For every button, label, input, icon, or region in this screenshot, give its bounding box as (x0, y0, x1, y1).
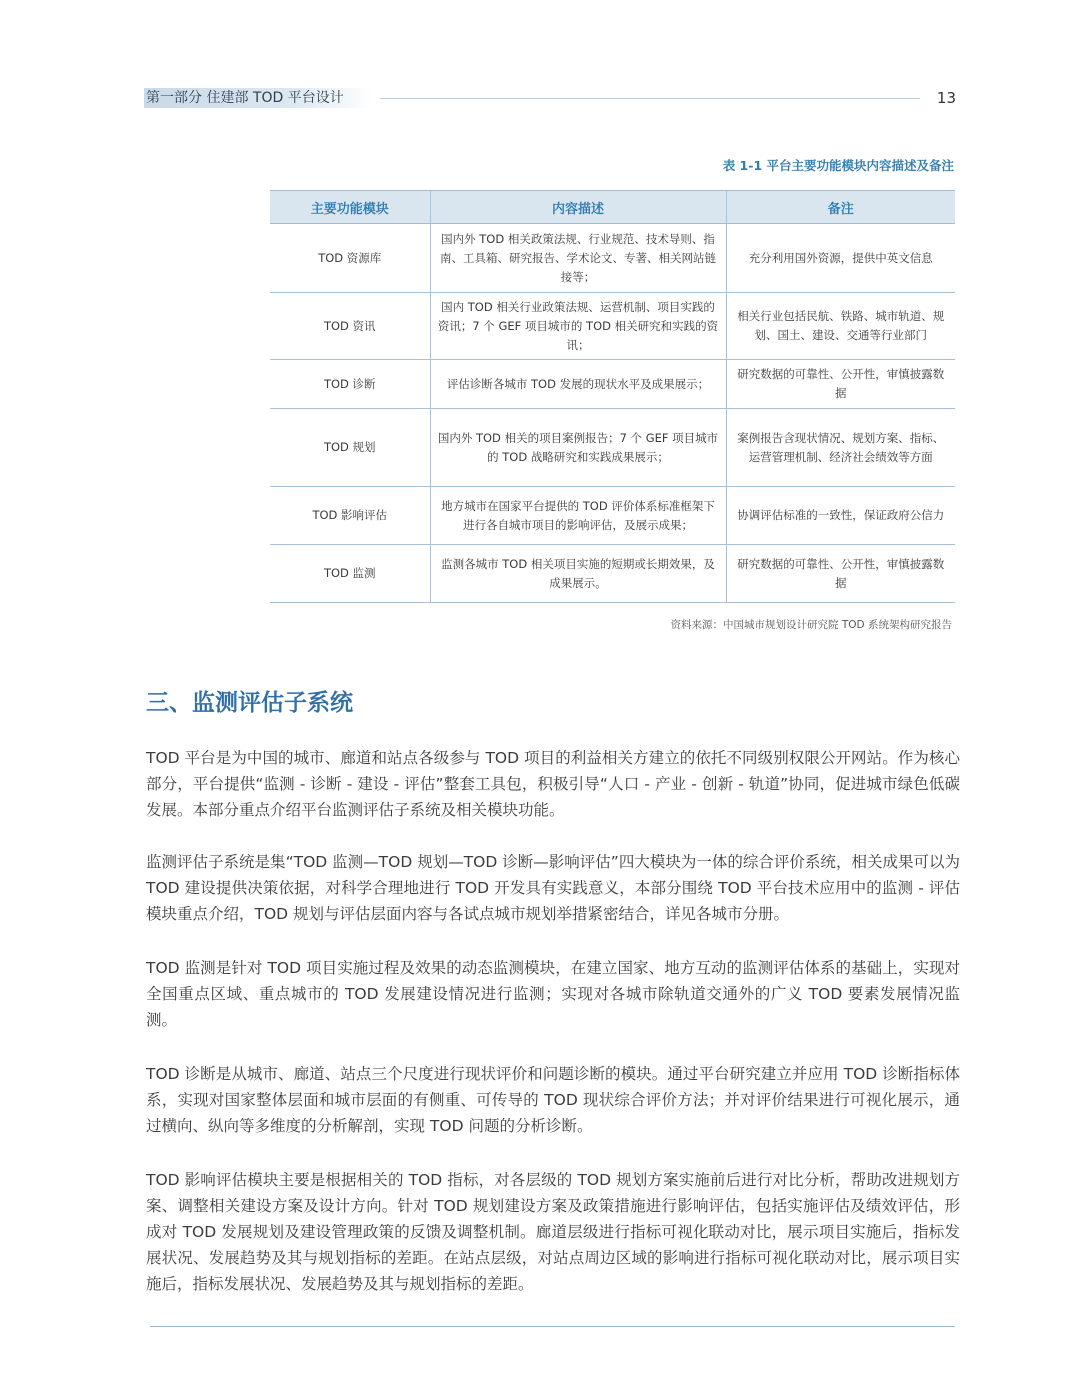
footer-divider (150, 1326, 955, 1327)
table-row (270, 224, 955, 293)
note-cell: 协调评估标准的一致性，保证政府公信力 (726, 487, 955, 545)
paragraph-text: TOD 平台是为中国的城市、廊道和站点各级参与 TOD 项目的利益相关方建立的依托不同级别权限公开网站。作为核心部分，平台提供“监测 - 诊断 - 建设 - 评估”整套工具包，积极引导“人口 - 产业 - 创新 - 轨道”协同，促进城市绿色低碳发展。本部分重点介绍平台监测评估子系统及相关模块功能。 (146, 749, 960, 819)
module-cell: TOD 规划 (270, 409, 430, 487)
paragraph-text: TOD 诊断是从城市、廊道、站点三个尺度进行现状评价和问题诊断的模块。通过平台研究建立并应用 TOD 诊断指标体系，实现对国家整体层面和城市层面的有侧重、可传导的 TOD 现状综合评价方法；并对评价结果进行可视化展示，通过横向、纵向等多维度的分析解剖，实现 TOD 问题的分析诊断。 (146, 1065, 960, 1135)
table-source-note: 资料来源：中国城市规划设计研究院 TOD 系统架构研究报告 (670, 619, 952, 631)
paragraph-text: TOD 监测是针对 TOD 项目实施过程及效果的动态监测模块，在建立国家、地方互动的监测评估体系的基础上，实现对全国重点区域、重点城市的 TOD 发展建设情况进行监测；实现对各城市除轨道交通外的广义 TOD 要素发展情况监测。 (146, 959, 960, 1029)
note-cell: 相关行业包括民航、铁路、城市轨道、规划、国土、建设、交通等行业部门 (726, 293, 955, 360)
description-cell: 评估诊断各城市 TOD 发展的现状水平及成果展示； (430, 360, 726, 409)
body-paragraph-diagnosis (146, 1061, 960, 1139)
module-cell: TOD 资讯 (270, 293, 430, 360)
table-caption: 表 1-1 平台主要功能模块内容描述及备注 (722, 158, 954, 173)
column-header-module: 主要功能模块 (270, 191, 430, 224)
table-row (270, 293, 955, 360)
description-cell: 监测各城市 TOD 相关项目实施的短期或长期效果，及成果展示。 (430, 545, 726, 603)
description-cell: 国内外 TOD 相关政策法规、行业规范、技术导则、指南、工具箱、研究报告、学术论文、专著、相关网站链接等； (430, 224, 726, 293)
header-divider (380, 98, 920, 99)
module-cell: TOD 资源库 (270, 224, 430, 293)
body-paragraph-monitoring (146, 955, 960, 1033)
paragraph-text: TOD 影响评估模块主要是根据相关的 TOD 指标，对各层级的 TOD 规划方案实施前后进行对比分析，帮助改进规划方案、调整相关建设方案及设计方向。针对 TOD 规划建设方案及政策措施进行影响评估，包括实施评估及绩效评估，形成对 TOD 发展规划及建设管理政策的反馈及调整机制。廊道层级进行指标可视化联动对比，展示项目实施后，指标发展状况、发展趋势及其与规划指标的差距。在站点层级，对站点周边区域的影响进行指标可视化联动对比，展示项目实施后，指标发展状况、发展趋势及其与规划指标的差距。 (146, 1171, 960, 1293)
table-row (270, 409, 955, 487)
body-paragraph-subsystem (146, 849, 960, 927)
module-cell: TOD 影响评估 (270, 487, 430, 545)
description-cell: 国内外 TOD 相关的项目案例报告；7 个 GEF 项目城市的 TOD 战略研究和实践成果展示； (430, 409, 726, 487)
column-header-note: 备注 (726, 191, 955, 224)
page-number: 13 (936, 89, 956, 107)
body-paragraph-intro (146, 745, 960, 823)
table-row (270, 360, 955, 409)
table-header-row (270, 191, 955, 224)
section-title: 三、监测评估子系统 (146, 690, 353, 716)
note-cell: 案例报告含现状情况、规划方案、指标、运营管理机制、经济社会绩效等方面 (726, 409, 955, 487)
note-cell: 研究数据的可靠性、公开性，审慎披露数据 (726, 545, 955, 603)
description-cell: 国内 TOD 相关行业政策法规、运营机制、项目实践的资讯；7 个 GEF 项目城市的 TOD 相关研究和实践的资讯； (430, 293, 726, 360)
module-cell: TOD 监测 (270, 545, 430, 603)
modules-table (270, 190, 955, 603)
paragraph-text: 监测评估子系统是集“TOD 监测—TOD 规划—TOD 诊断—影响评估”四大模块为一体的综合评价系统，相关成果可以为 TOD 建设提供决策依据，对科学合理地进行 TOD 开发具有实践意义，本部分围绕 TOD 平台技术应用中的监测 - 评估模块重点介绍，TOD 规划与评估层面内容与各试点城市规划举措紧密结合，详见各城市分册。 (146, 853, 960, 923)
note-cell: 研究数据的可靠性、公开性，审慎披露数据 (726, 360, 955, 409)
note-cell: 充分利用国外资源，提供中英文信息 (726, 224, 955, 293)
description-cell: 地方城市在国家平台提供的 TOD 评价体系标准框架下进行各自城市项目的影响评估，及展示成果； (430, 487, 726, 545)
module-cell: TOD 诊断 (270, 360, 430, 409)
table-row (270, 487, 955, 545)
body-paragraph-impact-assessment (146, 1167, 960, 1297)
section-header-label: 第一部分 住建部 TOD 平台设计 (144, 88, 372, 108)
table-row (270, 545, 955, 603)
column-header-description: 内容描述 (430, 191, 726, 224)
